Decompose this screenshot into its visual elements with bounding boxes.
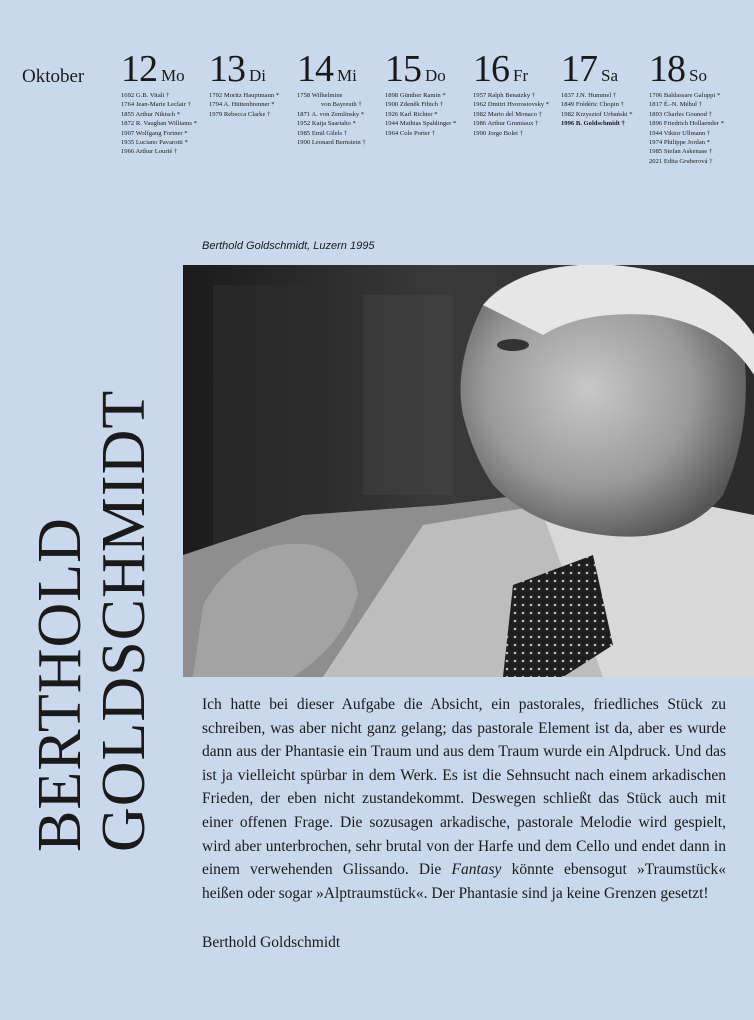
day-number: 14 bbox=[297, 48, 333, 90]
event-entry: 1764 Jean-Marie Leclair † bbox=[121, 101, 191, 109]
quote-text bbox=[202, 693, 726, 905]
event-entry: 1982 Mario del Monaco † bbox=[473, 110, 542, 118]
event-entry: 1926 Karl Richter * bbox=[385, 110, 438, 118]
event-entry: 1944 Mathias Spahlinger * bbox=[385, 120, 457, 128]
calendar-day bbox=[473, 50, 561, 138]
event-entry: 1817 É.-N. Méhul † bbox=[649, 101, 702, 109]
calendar-day bbox=[297, 50, 385, 147]
event-entry: 1794 A. Hüttenbrenner * bbox=[209, 101, 275, 109]
title-line-1: BERTHOLD bbox=[26, 517, 94, 852]
event-entry: 1957 Ralph Benatzky † bbox=[473, 92, 536, 99]
event-entry: 1985 Stefan Askenase † bbox=[649, 148, 713, 156]
day-number: 13 bbox=[209, 48, 245, 90]
quote-part-1: Ich hatte bei dieser Aufgabe die Absicht, ein pastorales, friedliches Stück zu schreiben, was aber nicht ganz gelang; das pastorale Element ist da, aber es wurde dann aus der Phantasie ein Traum und aus dem Traum wurde ein Alpdruck. Und das ist ja vielleicht spürbar in dem Werk. Es ist die Sehnsucht nach einem arkadischen Frieden, der eben nicht zustandekommt. Deswegen schließt das Stück auch mit einer offenen Frage. Die sozusagen arkadische, pastorale Melodie wird gespielt, wird aber unterbrochen, sehr brutal von der Harfe und dem Cello und endet dann in einem verwehenden Glissando. Die bbox=[202, 696, 726, 879]
vertical-title bbox=[28, 390, 156, 852]
event-entry: 1985 Emil Gilels † bbox=[297, 129, 348, 137]
event-entry: 1990 Jorge Bolet † bbox=[473, 129, 523, 137]
calendar-day bbox=[561, 50, 649, 129]
event-entry: 1898 Günther Ramin * bbox=[385, 92, 446, 99]
event-entry: 1935 Luciano Pavarotti * bbox=[121, 139, 188, 147]
event-list bbox=[297, 91, 385, 147]
event-entry: 1758 Wilhelmine bbox=[297, 92, 343, 99]
event-entry: 1872 R. Vaughan Williams * bbox=[121, 120, 197, 128]
event-list bbox=[649, 91, 737, 166]
day-number: 15 bbox=[385, 48, 421, 90]
day-number: 16 bbox=[473, 48, 509, 90]
event-entry: 1706 Baldassare Galuppi * bbox=[649, 92, 721, 99]
event-entry: von Bayreuth † bbox=[321, 101, 362, 109]
event-entry: 1893 Charles Gounod † bbox=[649, 110, 712, 118]
event-entry: 1849 Frédéric Chopin † bbox=[561, 101, 624, 109]
event-entry: 1962 Dmitri Hvorostovsky * bbox=[473, 101, 550, 109]
day-weekday: Do bbox=[425, 66, 446, 85]
event-entry: 2021 Edita Gruberová † bbox=[649, 157, 713, 165]
day-weekday: Mi bbox=[337, 66, 357, 85]
event-list bbox=[473, 91, 561, 138]
event-list bbox=[561, 91, 649, 129]
day-number: 18 bbox=[649, 48, 685, 90]
event-entry: 1896 Friedrich Hollaender * bbox=[649, 120, 724, 128]
event-entry: 1982 Krzysztof Urbański * bbox=[561, 110, 633, 118]
event-entry: 1979 Rebecca Clarke † bbox=[209, 110, 271, 118]
event-entry: 1907 Wolfgang Fortner * bbox=[121, 129, 188, 137]
calendar-day bbox=[649, 50, 737, 166]
event-entry-highlight: 1996 B. Goldschmidt † bbox=[561, 120, 625, 128]
event-entry: 1966 Arthur Lourié † bbox=[121, 148, 178, 156]
event-entry: 1944 Viktor Ullmann † bbox=[649, 129, 711, 137]
calendar-day bbox=[209, 50, 297, 119]
event-entry: 1855 Arthur Nikisch * bbox=[121, 110, 181, 118]
portrait-photo bbox=[183, 265, 754, 677]
event-entry: 1974 Philippe Jordan * bbox=[649, 139, 710, 147]
event-entry: 1986 Arthur Grumiaux † bbox=[473, 120, 539, 128]
event-entry: 1792 Moritz Hauptmann * bbox=[209, 92, 280, 99]
event-entry: 1952 Kaija Saariaho * bbox=[297, 120, 356, 128]
title-line-2: GOLDSCHMIDT bbox=[90, 389, 158, 852]
event-list bbox=[121, 91, 209, 157]
day-weekday: So bbox=[689, 66, 707, 85]
calendar-day bbox=[385, 50, 473, 138]
photo-caption: Berthold Goldschmidt, Luzern 1995 bbox=[202, 240, 375, 252]
quote-part-2: könnte ebensogut »Traumstück« heißen oder sogar »Alptraumstück«. Der Phantasie sind ja keine Grenzen gesetzt! bbox=[202, 861, 726, 902]
event-entry: 1990 Leonard Bernstein † bbox=[297, 139, 366, 147]
month-label: Oktober bbox=[22, 66, 85, 87]
event-entry: 1871 A. von Zemlinsky * bbox=[297, 110, 365, 118]
day-weekday: Di bbox=[249, 66, 266, 85]
day-number: 17 bbox=[561, 48, 597, 90]
event-entry: 1964 Cole Porter † bbox=[385, 129, 435, 137]
event-list bbox=[385, 91, 473, 138]
event-list bbox=[209, 91, 297, 119]
quote-italic-title: Fantasy bbox=[451, 861, 502, 879]
day-number: 12 bbox=[121, 48, 157, 90]
day-weekday: Mo bbox=[161, 66, 185, 85]
event-entry: 1692 G.B. Vitali † bbox=[121, 92, 170, 99]
calendar-day bbox=[121, 50, 209, 157]
day-weekday: Sa bbox=[601, 66, 618, 85]
event-entry: 1900 Zdeněk Fibich † bbox=[385, 101, 444, 109]
day-weekday: Fr bbox=[513, 66, 529, 85]
quote-author: Berthold Goldschmidt bbox=[202, 934, 341, 951]
event-entry: 1837 J.N. Hummel † bbox=[561, 92, 617, 99]
